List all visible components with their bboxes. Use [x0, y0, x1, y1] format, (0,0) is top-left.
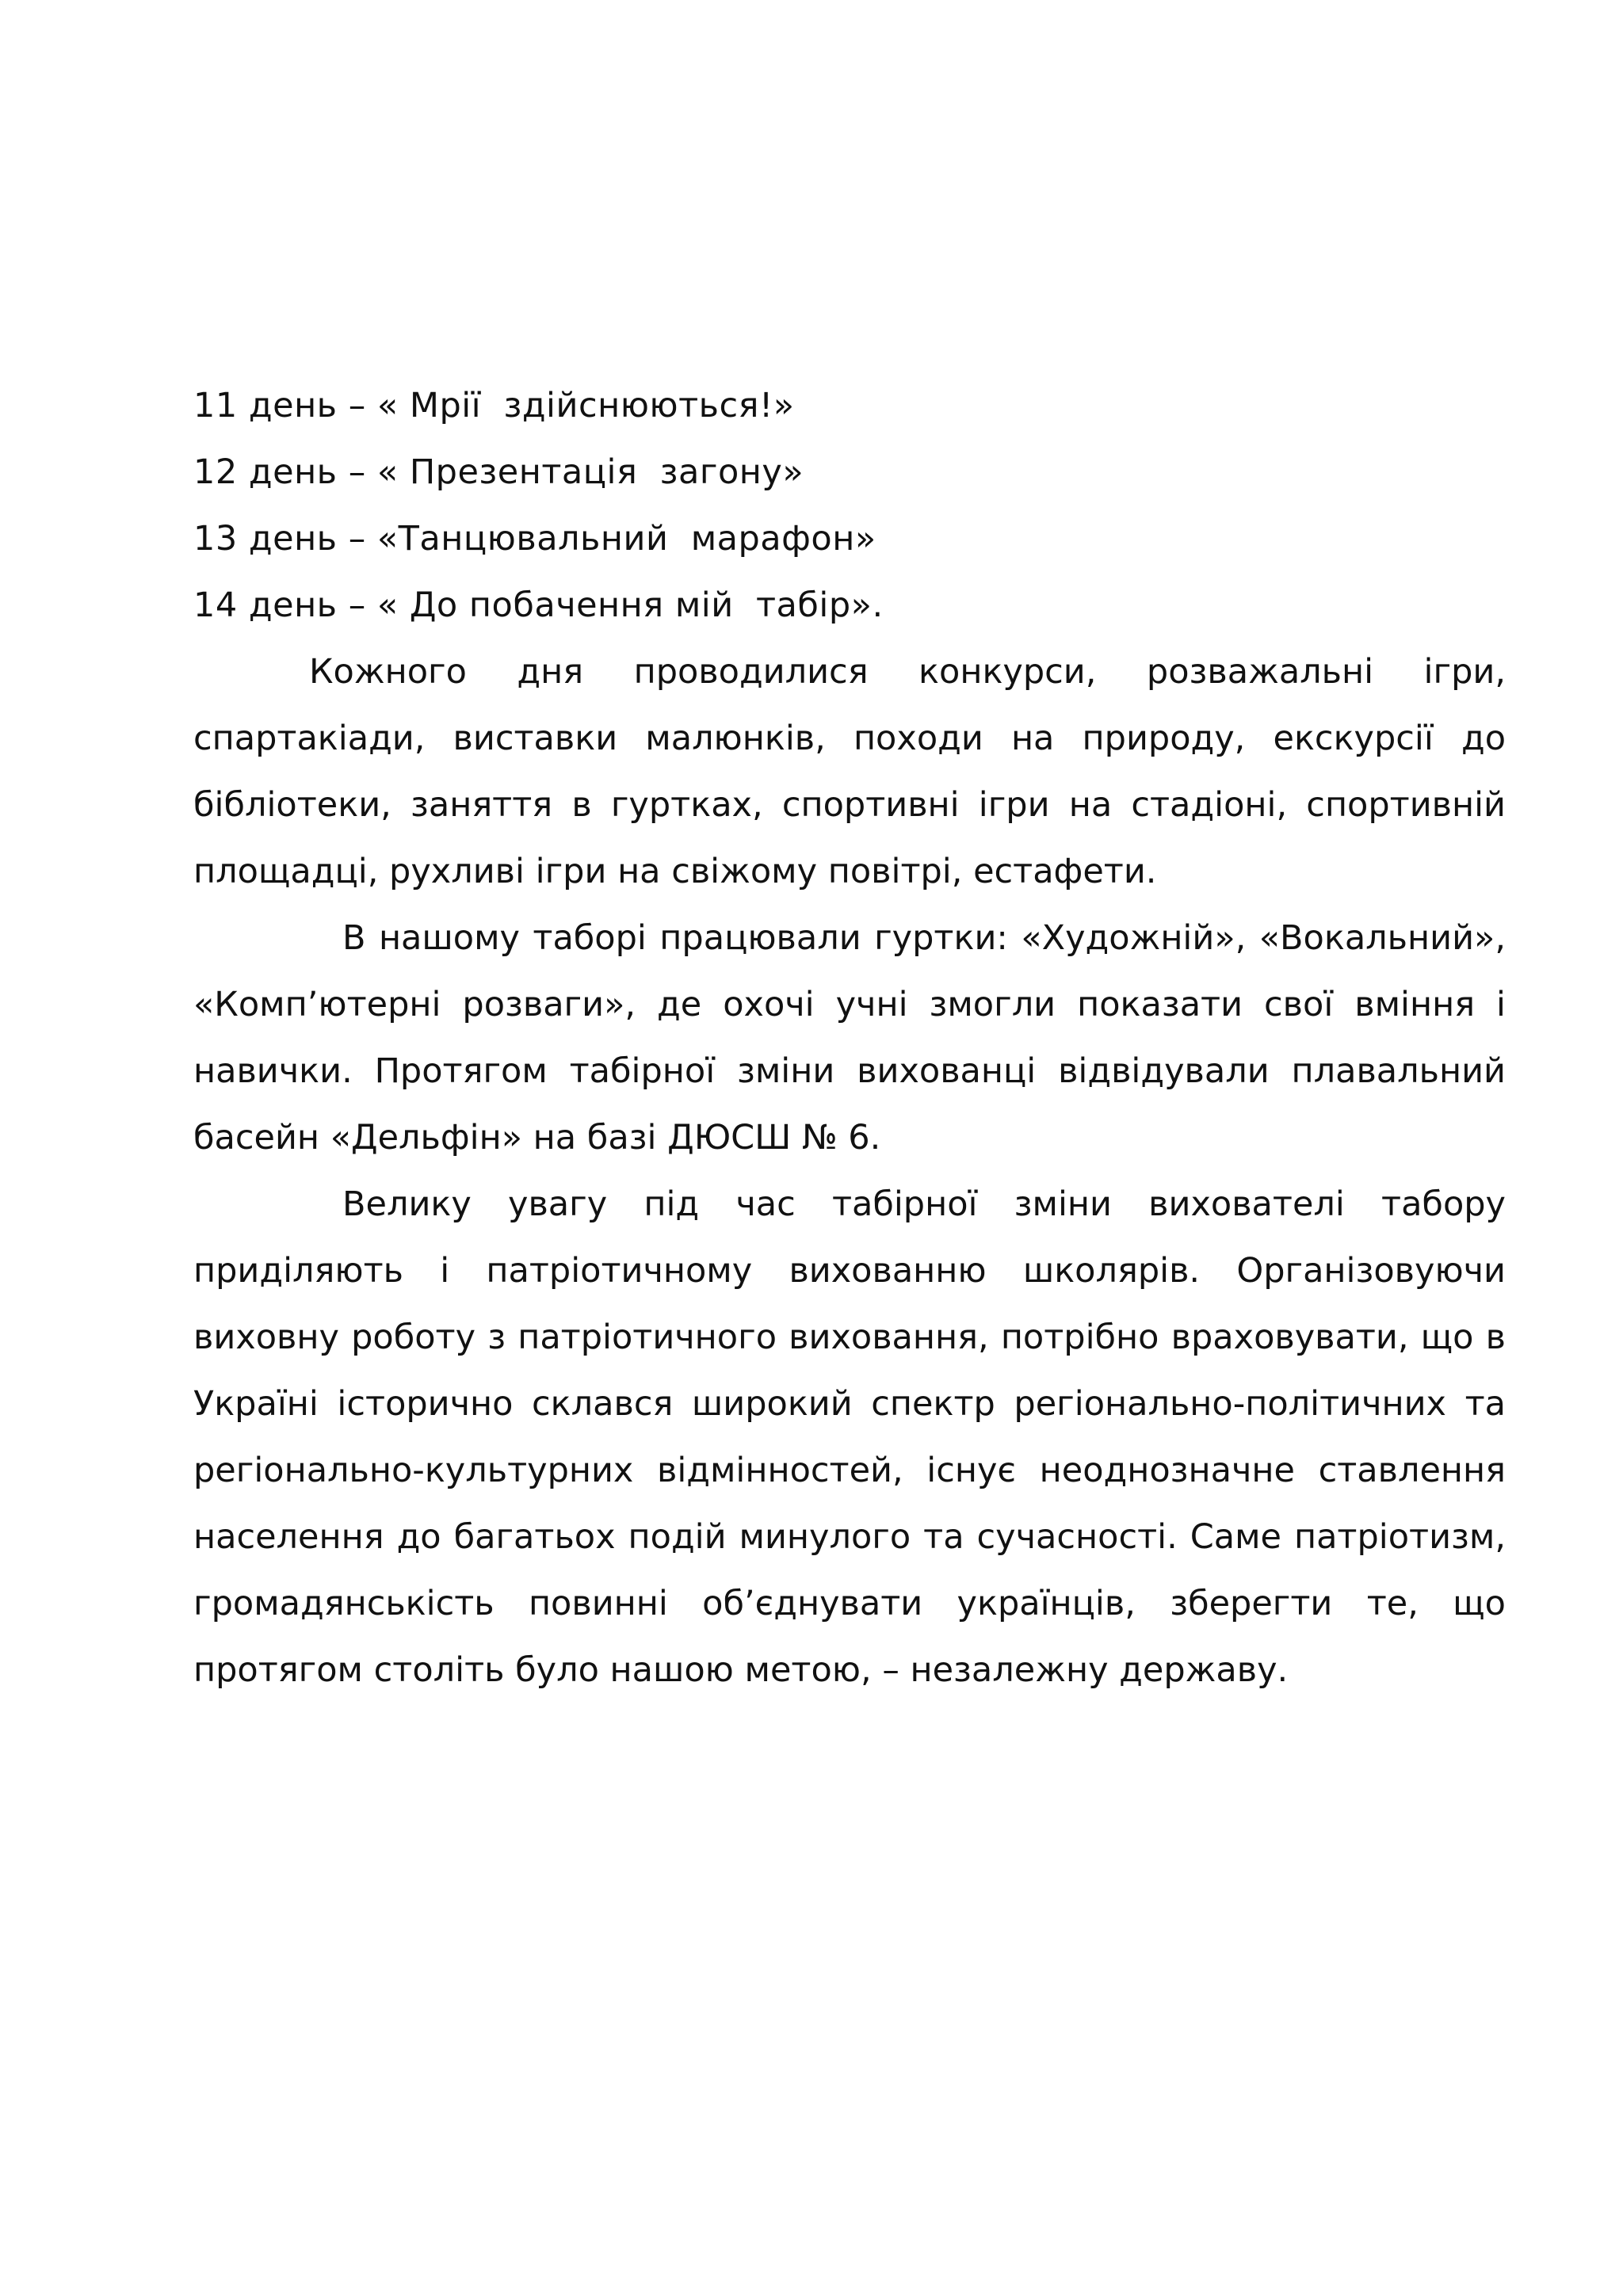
document-body — [193, 372, 1506, 1703]
paragraph-patriotic-education: Велику увагу під час табірної зміни вихователі табору приділяють і патріотичному вихованню школярів. Організовуючи виховну роботу з патріотичного виховання, потрібно враховувати, що в Україні історично склався широкий спектр регіонально-політичних та регіонально-культурних відмінностей, існує неоднозначне ставлення населення до багатьох подій минулого та сучасності. Саме патріотизм, громадянськість повинні об’єднувати українців, зберегти те, що протягом століть було нашою метою, – незалежну державу. — [193, 1184, 1506, 1690]
schedule-line-day-11: 11 день – « Мрії здійснюються!» — [193, 386, 795, 425]
schedule-line-day-14: 14 день – « До побачення мій табір». — [193, 585, 884, 625]
schedule-line-day-12: 12 день – « Презентація загону» — [193, 452, 804, 492]
paragraph-daily-activities: Кожного дня проводилися конкурси, розважальні ігри, спартакіади, виставки малюнків, походи на природу, екскурсії до бібліотеки, заняття в гуртках, спортивні ігри на стадіоні, спортивній площадці, рухливі ігри на свіжому повітрі, естафети. — [193, 652, 1506, 891]
schedule-line-day-13: 13 день – «Танцювальний марафон» — [193, 519, 876, 559]
paragraph-clubs: В нашому таборі працювали гуртки: «Художній», «Вокальний», «Комп’ютерні розваги», де охочі учні змогли показати свої вміння і навички. Протягом табірної зміни вихованці відвідували плавальний басейн «Дельфін» на базі ДЮСШ № 6. — [193, 918, 1506, 1158]
